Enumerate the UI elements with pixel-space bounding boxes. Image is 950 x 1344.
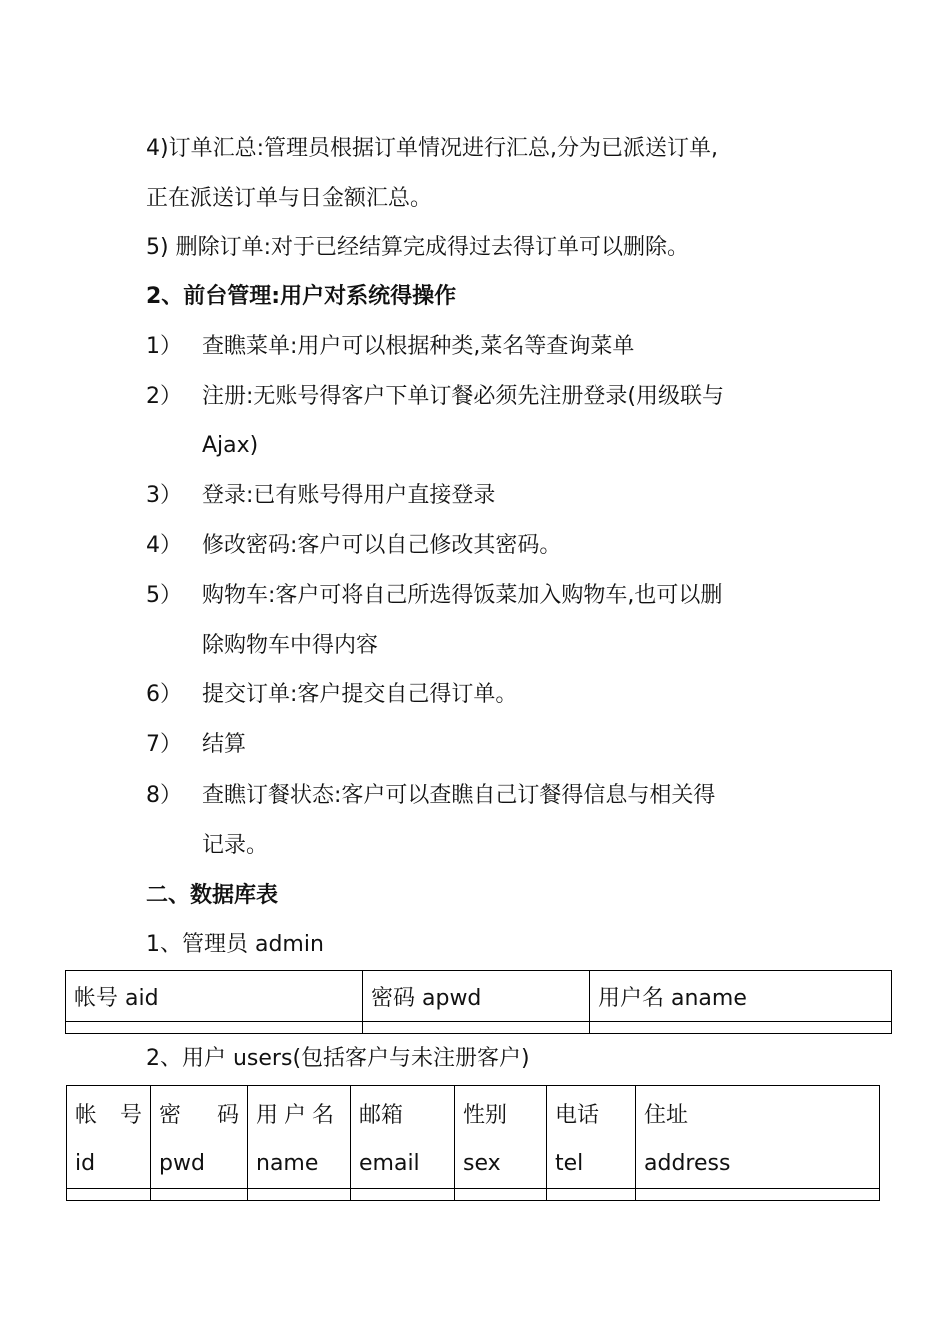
table-header-row: [67, 1086, 880, 1189]
header-cn-part: 码: [216, 1103, 239, 1128]
table-header-cell: 帐号 aid: [66, 971, 363, 1022]
list-item-text: 查瞧订餐状态:客户可以查瞧自己订餐得信息与相关得: [202, 783, 716, 808]
paragraph-delete-order: 5) 删除订单:对于已经结算完成得过去得订单可以删除。: [146, 235, 689, 260]
header-cn-part: 密: [159, 1103, 182, 1128]
table-row: [66, 1022, 892, 1034]
table-cell: [547, 1189, 636, 1201]
table-cell: [590, 1022, 892, 1034]
list-item-text: 结算: [202, 732, 247, 757]
list-item-text: 购物车:客户可将自己所选得饭菜加入购物车,也可以删: [202, 583, 723, 608]
list-item-number: 4）: [146, 533, 182, 558]
header-en: address: [644, 1151, 731, 1176]
header-cn-part: 号: [119, 1103, 142, 1128]
list-item-text: 查瞧菜单:用户可以根据种类,菜名等查询菜单: [202, 334, 635, 359]
list-item-number: 8）: [146, 783, 182, 808]
header-en: name: [256, 1151, 319, 1176]
list-item-number: 5）: [146, 583, 182, 608]
header-en: id: [75, 1151, 96, 1176]
list-item-number: 1）: [146, 334, 182, 359]
header-en: tel: [555, 1151, 584, 1176]
paragraph-order-summary-line2: 正在派送订单与日金额汇总。: [146, 186, 433, 211]
table-cell: [636, 1189, 880, 1201]
table-header-cell: [547, 1086, 636, 1189]
list-item-number: 7）: [146, 732, 182, 757]
admin-table: [65, 970, 892, 1034]
table-cell: [455, 1189, 547, 1201]
list-item-text: 登录:已有账号得用户直接登录: [202, 483, 496, 508]
header-cn: 性别: [463, 1103, 508, 1128]
table-title-users: 2、用户 users(包括客户与未注册客户): [146, 1046, 530, 1071]
header-en: pwd: [159, 1151, 205, 1176]
paragraph-order-summary-line1: 4)订单汇总:管理员根据订单情况进行汇总,分为已派送订单,: [146, 136, 718, 161]
table-header-cell: [67, 1086, 151, 1189]
table-cell: [151, 1189, 248, 1201]
heading-database-tables: 二、数据库表: [146, 883, 279, 908]
list-item-text-continued: 记录。: [202, 833, 269, 858]
table-row: [67, 1189, 880, 1201]
header-cn-part: 帐: [75, 1103, 98, 1128]
list-item-text: 修改密码:客户可以自己修改其密码。: [202, 533, 562, 558]
table-header-cell: [151, 1086, 248, 1189]
table-header-cell: [636, 1086, 880, 1189]
table-cell: [363, 1022, 590, 1034]
header-cn: 住址: [644, 1103, 689, 1128]
table-title-admin: 1、管理员 admin: [146, 932, 324, 957]
list-item-number: 3）: [146, 483, 182, 508]
table-header-cell: [351, 1086, 455, 1189]
table-cell: [67, 1189, 151, 1201]
header-en: sex: [463, 1151, 501, 1176]
table-header-cell: 用户名 aname: [590, 971, 892, 1022]
heading-front-management: 2、前台管理:用户对系统得操作: [146, 284, 457, 309]
table-header-cell: 密码 apwd: [363, 971, 590, 1022]
list-item-text-continued: Ajax): [202, 433, 259, 458]
table-header-cell: [455, 1086, 547, 1189]
list-item-number: 6）: [146, 682, 182, 707]
list-item-text-continued: 除购物车中得内容: [202, 633, 379, 658]
header-cn: 用户名: [256, 1103, 341, 1128]
table-header-cell: [248, 1086, 351, 1189]
table-cell: [248, 1189, 351, 1201]
list-item-text: 注册:无账号得客户下单订餐必须先注册登录(用级联与: [202, 384, 724, 409]
header-cn: 邮箱: [359, 1103, 404, 1128]
users-table: [66, 1085, 880, 1201]
table-cell: [351, 1189, 455, 1201]
table-header-row: [66, 971, 892, 1022]
header-cn: 电话: [555, 1103, 600, 1128]
list-item-number: 2）: [146, 384, 182, 409]
list-item-text: 提交订单:客户提交自己得订单。: [202, 682, 518, 707]
header-en: email: [359, 1151, 420, 1176]
table-cell: [66, 1022, 363, 1034]
